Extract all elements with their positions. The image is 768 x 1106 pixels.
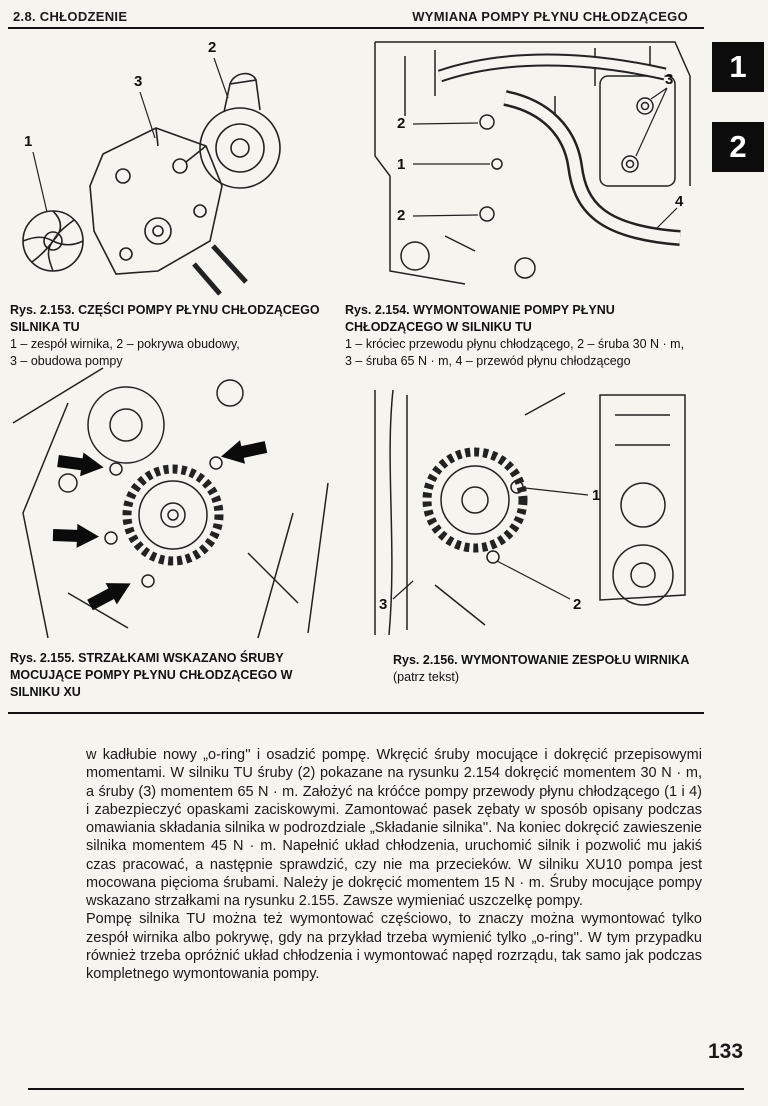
header-divider [8,27,704,29]
pump-removal-illustration [345,36,703,294]
callout-2: 2 [208,39,217,56]
figure-legend-line-2: 3 – obudowa pompy [10,354,123,368]
chapter-tab-1-label: 1 [729,49,747,84]
figure-2-154-caption [345,302,701,370]
callout-1: 1 [397,156,406,173]
callout-3: 3 [665,71,674,88]
figure-2-156-caption [393,652,705,686]
figure-title: CZĘŚCI POMPY PŁYNU CHŁODZĄCEGO SILNIKA TU [10,303,320,334]
figure-label: Rys. 2.153. [10,303,75,317]
figure-title: STRZAŁKAMI WSKAZANO ŚRUBY MOCUJĄCE POMPY PŁYNU CHŁODZĄCEGO W SILNIKU XU [10,651,293,699]
figure-2-153-drawing [8,36,338,298]
footer-divider [28,1088,744,1090]
figure-legend-line-2: 3 – śruba 65 N · m, 4 – przewód płynu chłodzącego [345,354,631,368]
bolt-arrow-markers [53,435,269,615]
pump-parts-illustration [8,36,338,298]
figure-label: Rys. 2.156. [393,653,458,667]
callout-2a: 2 [397,115,406,132]
figure-label: Rys. 2.154. [345,303,410,317]
caption-title [10,650,295,701]
figure-label: Rys. 2.155. [10,651,75,665]
chapter-tab-2 [712,122,764,172]
figure-2-154-drawing [345,36,703,294]
header-section: 2.8. CHŁODZENIE [13,9,128,24]
callout-3: 3 [379,596,388,613]
body-text-block [86,746,702,983]
figure-2-155-caption [10,650,295,701]
caption-subtitle: (patrz tekst) [393,670,459,684]
impeller-removal-illustration [345,385,703,640]
figure-title: WYMONTOWANIE POMPY PŁYNU CHŁODZĄCEGO W SILNIKU TU [345,303,615,334]
figure-2-155-drawing [8,362,338,642]
figure-2-153-caption [10,302,332,370]
callout-2: 2 [573,596,582,613]
chapter-tab-2-label: 2 [729,129,747,164]
callout-3: 3 [134,73,143,90]
callout-4: 4 [675,193,684,210]
caption-title [393,652,705,669]
pump-bolts-illustration [8,362,338,642]
callout-1: 1 [592,487,601,504]
header-title: WYMIANA POMPY PŁYNU CHŁODZĄCEGO [412,9,688,24]
chapter-tab-1 [712,42,764,92]
figure-legend-line-1: 1 – zespół wirnika, 2 – pokrywa obudowy, [10,337,240,351]
body-paragraph-2: Pompę silnika TU można też wymontować częściowo, to znaczy można wymontować tylko zespół wirnika albo pokrywę, gdy na przykład trzeba wymienić tylko „o-ring''. W tym przypadku również trzeba opróżnić układ chłodzenia i wymontować napęd rozrządu, tak samo jak podczas kompletnego wymontowania pompy. [86,911,702,983]
figure-2-156-drawing [345,385,703,640]
figure-title: WYMONTOWANIE ZESPOŁU WIRNIKA [461,653,690,667]
figure-legend-line-1: 1 – króciec przewodu płynu chłodzącego, 2 – śruba 30 N · m, [345,337,685,351]
page-number: 133 [708,1040,744,1063]
callout-2b: 2 [397,207,406,224]
section-divider [8,712,704,714]
body-paragraph-1: w kadłubie nowy „o-ring'' i osadzić pompę. Wkręcić śruby mocujące i dokręcić przepisowymi momentami. W silniku TU śruby (2) pokazane na rysunku 2.154 dokręcić momentem 30 N · m, a śruby (3) momentem 65 N · m. Założyć na króćce pompy przewody płynu chłodzącego (1 i 4) i zabezpieczyć opaskami zaciskowymi. Zamontować pasek zębaty w sposób opisany podczas omawiania składania silnika w podrozdziale „Składanie silnika''. Na koniec dokręcić zawieszenie silnika momentem 45 N · m. Napełnić układ chłodzenia, uruchomić silnik i pozwolić mu jakiś czas pracować, a następnie sprawdzić, czy nie ma przecieków. W silniku XU10 pompa jest mocowana pięcioma śrubami. Należy je dokręcić momentem 15 N · m. Śruby mocujące pompy wskazano strzałkami na rysunku 2.155. Zawsze wymieniać uszczelkę pompy. [86,747,702,910]
caption-title [345,302,701,336]
callout-1: 1 [24,133,33,150]
caption-title [10,302,332,336]
